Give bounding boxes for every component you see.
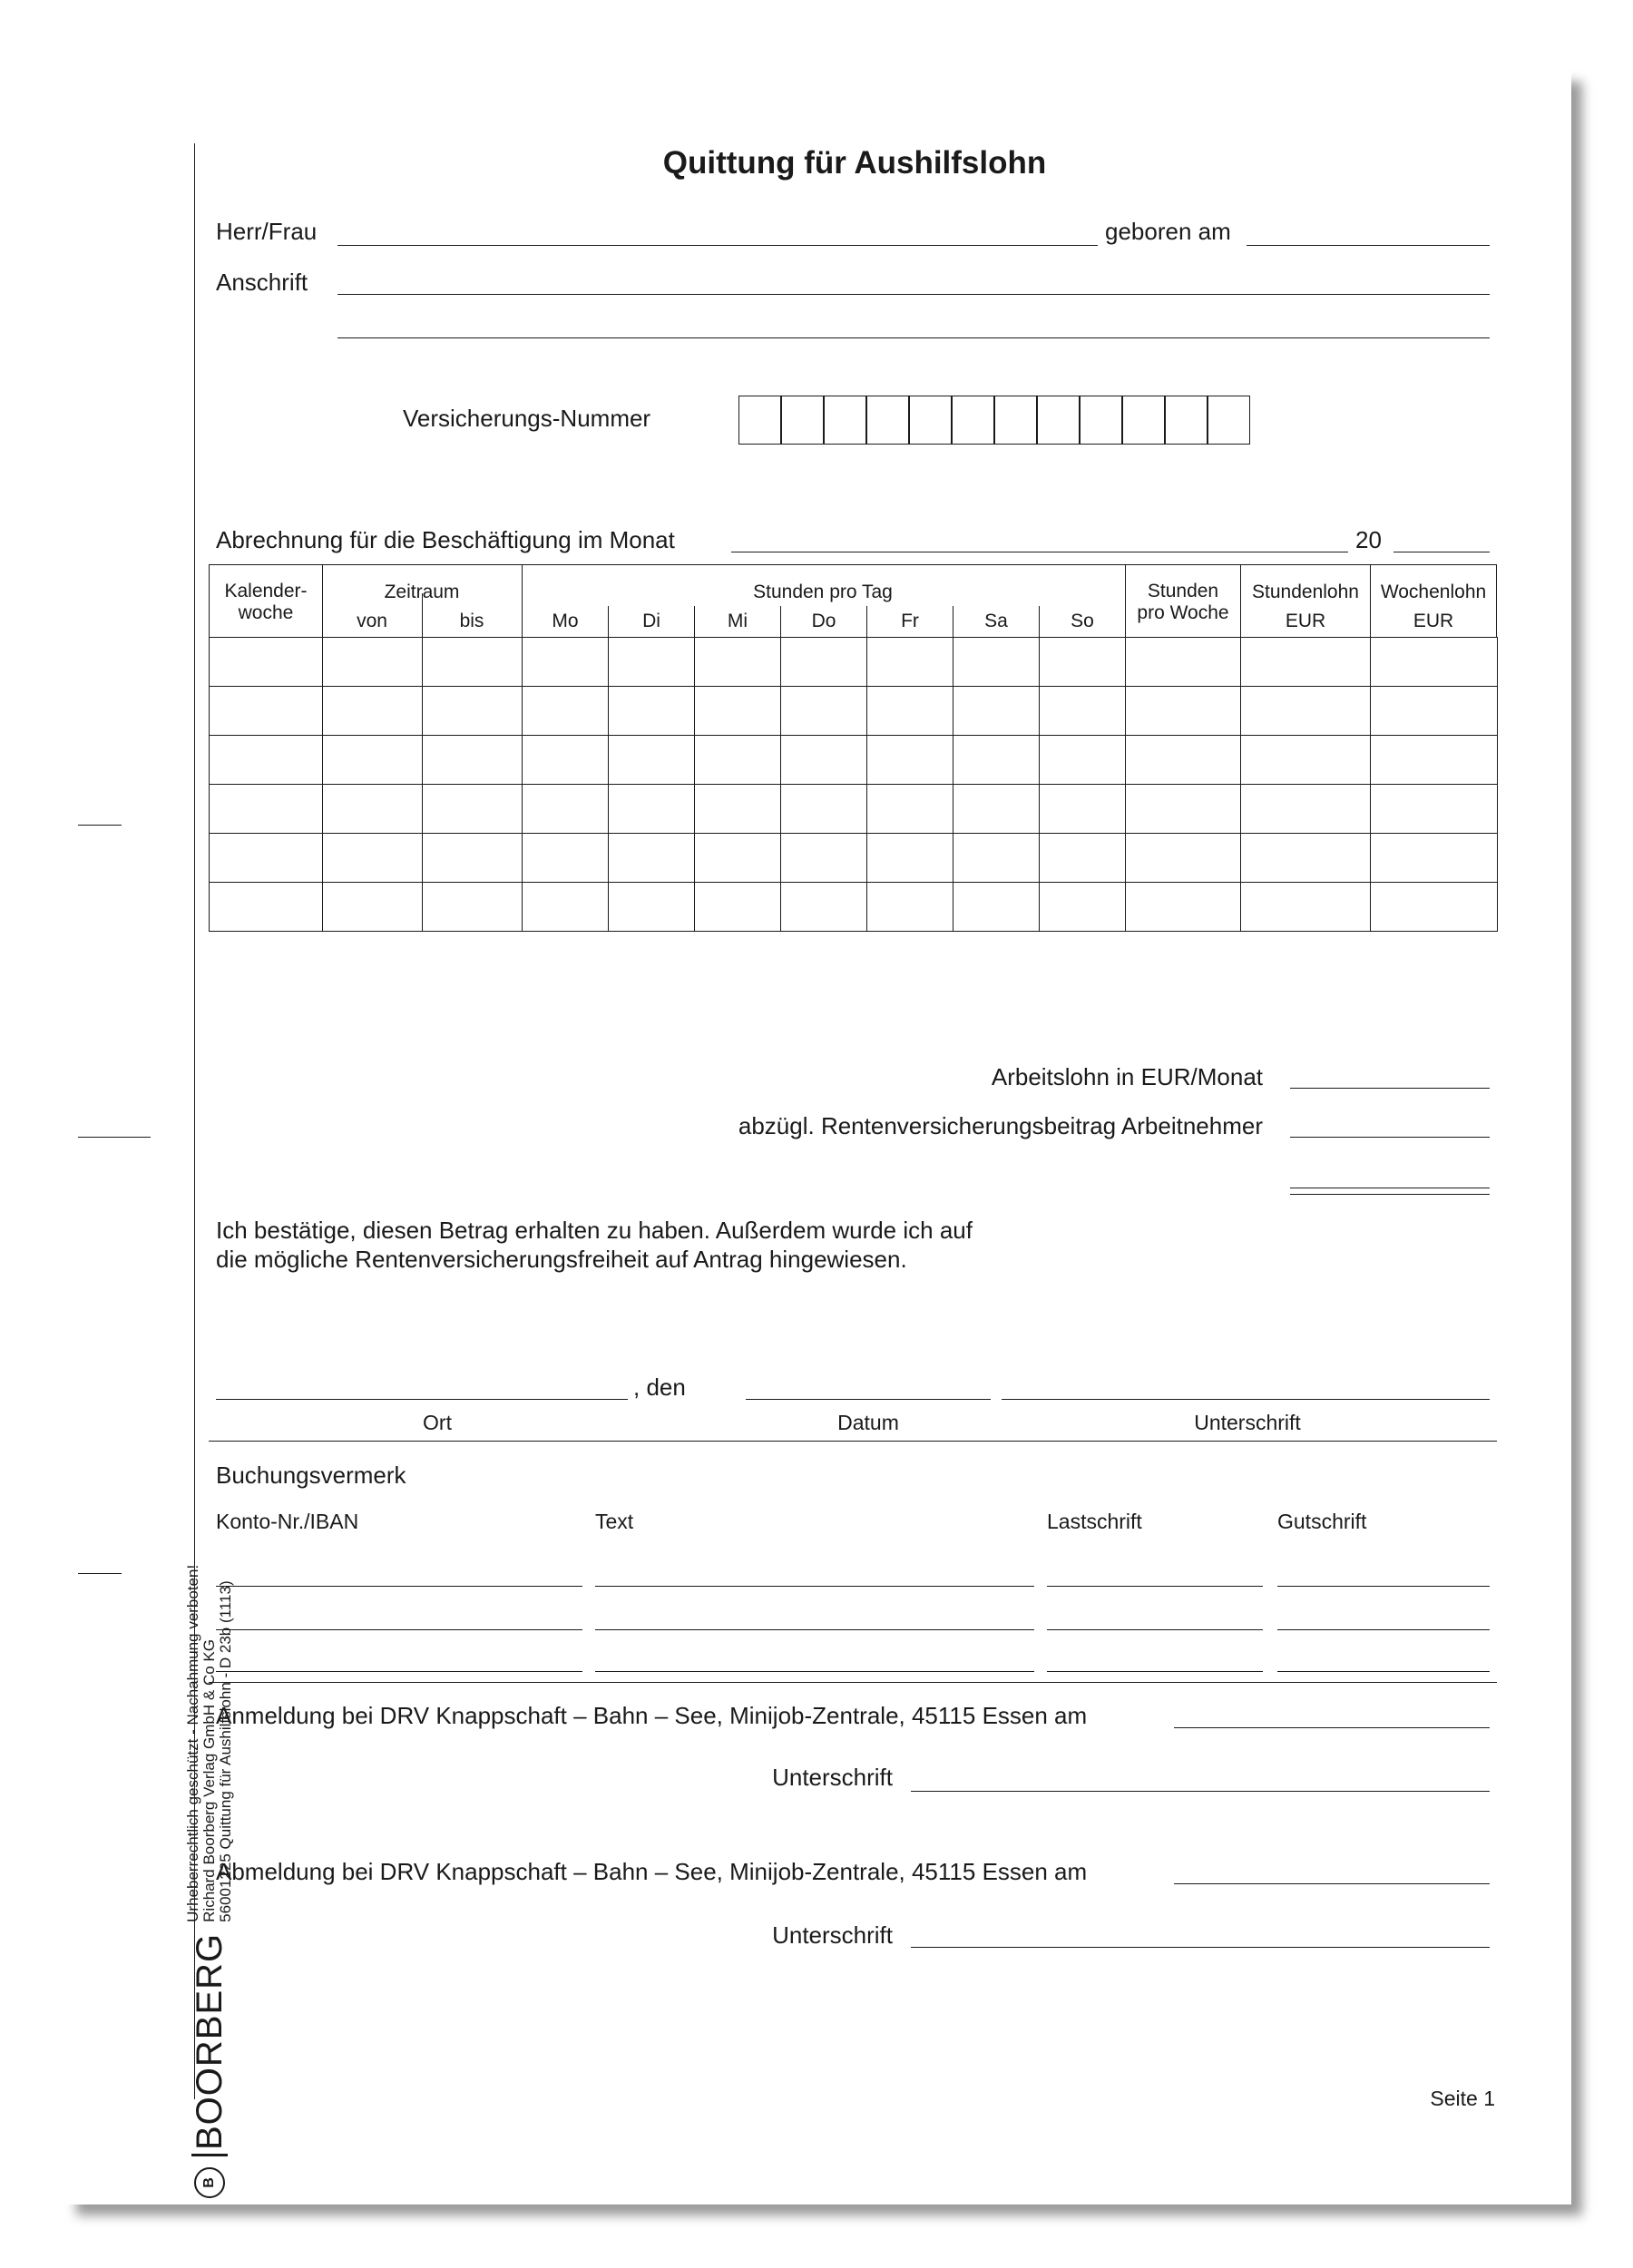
date-field[interactable] xyxy=(746,1399,991,1400)
table-cell[interactable] xyxy=(867,834,953,883)
insurance-digit-box[interactable] xyxy=(738,396,781,445)
table-cell[interactable] xyxy=(1371,736,1498,785)
fold-mark xyxy=(78,825,122,826)
col-day-fr: Fr xyxy=(901,611,919,631)
col-day-di: Di xyxy=(642,611,660,631)
table-cell[interactable] xyxy=(523,687,609,736)
date-caption: Datum xyxy=(837,1411,899,1434)
table-cell[interactable] xyxy=(1126,638,1241,687)
booking-debit-field[interactable] xyxy=(1047,1586,1263,1587)
place-caption: Ort xyxy=(423,1411,452,1434)
birth-date-field[interactable] xyxy=(1247,245,1490,246)
table-cell[interactable] xyxy=(1241,785,1371,834)
imprint-publisher: Richard Boorberg Verlag GmbH & Co KG xyxy=(200,1639,218,1922)
col-hourly-wage: Stundenlohn xyxy=(1252,582,1359,602)
pension-deduction-field[interactable] xyxy=(1290,1137,1490,1138)
booking-credit-field[interactable] xyxy=(1277,1671,1490,1672)
insurance-number-label: Versicherungs-Nummer xyxy=(403,405,651,432)
table-row xyxy=(210,834,1498,883)
header-divider xyxy=(608,606,609,638)
table-cell[interactable] xyxy=(695,883,781,932)
table-cell[interactable] xyxy=(781,834,867,883)
table-cell[interactable] xyxy=(1126,736,1241,785)
insurance-digit-box[interactable] xyxy=(994,396,1037,445)
header-divider xyxy=(1125,564,1126,638)
table-cell[interactable] xyxy=(210,834,323,883)
col-day-mo: Mo xyxy=(552,611,579,631)
table-cell[interactable] xyxy=(695,638,781,687)
deregistration-label: Abmeldung bei DRV Knappschaft – Bahn – See, Minijob-Zentrale, 45115 Essen am xyxy=(216,1858,1088,1885)
table-row xyxy=(210,736,1498,785)
deregistration-signature-label: Unterschrift xyxy=(772,1921,893,1949)
col-day-do: Do xyxy=(811,611,836,631)
registration-label: Anmeldung bei DRV Knappschaft – Bahn – See, Minijob-Zentrale, 45115 Essen am xyxy=(216,1702,1088,1729)
header-divider xyxy=(1370,564,1371,638)
table-cell[interactable] xyxy=(1040,687,1126,736)
table-cell[interactable] xyxy=(781,687,867,736)
table-cell[interactable] xyxy=(423,785,523,834)
fold-mark xyxy=(78,1137,151,1138)
table-cell[interactable] xyxy=(867,736,953,785)
booking-text-field[interactable] xyxy=(595,1671,1034,1672)
table-cell[interactable] xyxy=(781,638,867,687)
table-cell[interactable] xyxy=(695,834,781,883)
section-divider xyxy=(209,1441,1497,1442)
table-cell[interactable] xyxy=(695,785,781,834)
header-divider xyxy=(522,564,523,638)
table-cell[interactable] xyxy=(323,785,423,834)
table-cell[interactable] xyxy=(953,687,1040,736)
table-cell[interactable] xyxy=(695,687,781,736)
table-cell[interactable] xyxy=(523,736,609,785)
booking-account-field[interactable] xyxy=(216,1586,582,1587)
table-cell[interactable] xyxy=(1040,834,1126,883)
table-cell[interactable] xyxy=(953,883,1040,932)
place-field[interactable] xyxy=(216,1399,628,1400)
table-cell[interactable] xyxy=(1241,883,1371,932)
table-cell[interactable] xyxy=(867,638,953,687)
booking-credit-field[interactable] xyxy=(1277,1586,1490,1587)
booking-col-text: Text xyxy=(595,1510,634,1533)
table-cell[interactable] xyxy=(1126,785,1241,834)
table-cell[interactable] xyxy=(781,785,867,834)
table-cell[interactable] xyxy=(953,785,1040,834)
col-day-sa: Sa xyxy=(984,611,1008,631)
table-cell[interactable] xyxy=(423,638,523,687)
registration-date-field[interactable] xyxy=(1174,1727,1490,1728)
table-cell[interactable] xyxy=(1371,687,1498,736)
booking-account-field[interactable] xyxy=(216,1629,582,1630)
deregistration-date-field[interactable] xyxy=(1174,1883,1490,1884)
col-hours-per-week: Stunden pro Woche xyxy=(1137,581,1229,623)
table-cell[interactable] xyxy=(609,736,695,785)
page-number: Seite 1 xyxy=(1430,2087,1495,2110)
table-cell[interactable] xyxy=(1126,687,1241,736)
table-cell[interactable] xyxy=(1241,834,1371,883)
insurance-digit-box[interactable] xyxy=(1165,396,1208,445)
table-cell[interactable] xyxy=(1371,883,1498,932)
header-divider xyxy=(322,564,323,638)
table-cell[interactable] xyxy=(609,883,695,932)
booking-col-debit: Lastschrift xyxy=(1047,1510,1142,1533)
col-calendar-week: Kalender- woche xyxy=(224,581,308,623)
form-page xyxy=(65,71,1571,2204)
table-cell[interactable] xyxy=(781,883,867,932)
hours-table xyxy=(209,637,1498,932)
table-cell[interactable] xyxy=(1126,883,1241,932)
header-divider xyxy=(780,606,781,638)
table-cell[interactable] xyxy=(1040,638,1126,687)
signature-field[interactable] xyxy=(1002,1399,1490,1400)
confirmation-text-line-1: Ich bestätige, diesen Betrag erhalten zu haben. Außerdem wurde ich auf xyxy=(216,1217,973,1244)
insurance-digit-box[interactable] xyxy=(909,396,952,445)
table-cell[interactable] xyxy=(523,834,609,883)
table-cell[interactable] xyxy=(1371,834,1498,883)
table-cell[interactable] xyxy=(323,736,423,785)
table-cell[interactable] xyxy=(867,687,953,736)
table-cell[interactable] xyxy=(210,785,323,834)
monthly-wage-field[interactable] xyxy=(1290,1088,1490,1089)
table-cell[interactable] xyxy=(210,687,323,736)
booking-credit-field[interactable] xyxy=(1277,1629,1490,1630)
birth-label: geboren am xyxy=(1105,218,1231,245)
table-cell[interactable] xyxy=(523,785,609,834)
table-cell[interactable] xyxy=(609,834,695,883)
table-cell[interactable] xyxy=(323,638,423,687)
table-cell[interactable] xyxy=(1371,638,1498,687)
col-period-from: von xyxy=(357,611,387,631)
table-cell[interactable] xyxy=(1371,785,1498,834)
table-cell[interactable] xyxy=(1040,736,1126,785)
insurance-digit-box[interactable] xyxy=(1080,396,1122,445)
confirmation-text-line-2: die mögliche Rentenversicherungsfreiheit auf Antrag hingewiesen. xyxy=(216,1246,907,1273)
table-cell[interactable] xyxy=(210,883,323,932)
table-row xyxy=(210,883,1498,932)
table-cell[interactable] xyxy=(210,638,323,687)
insurance-digit-box[interactable] xyxy=(781,396,824,445)
col-day-so: So xyxy=(1071,611,1094,631)
deregistration-signature-field[interactable] xyxy=(911,1947,1490,1948)
table-cell[interactable] xyxy=(210,736,323,785)
booking-title: Buchungsvermerk xyxy=(216,1461,406,1489)
boorberg-logo-icon: B xyxy=(194,2167,225,2198)
table-cell[interactable] xyxy=(423,834,523,883)
table-cell[interactable] xyxy=(423,736,523,785)
table-cell[interactable] xyxy=(1241,687,1371,736)
billing-year-prefix: 20 xyxy=(1355,526,1382,553)
table-cell[interactable] xyxy=(695,736,781,785)
booking-text-field[interactable] xyxy=(595,1629,1034,1630)
pension-deduction-label: abzügl. Rentenversicherungsbeitrag Arbeitnehmer xyxy=(738,1112,1263,1139)
col-weekly-wage-currency: EUR xyxy=(1413,611,1454,631)
table-cell[interactable] xyxy=(1040,785,1126,834)
address-label: Anschrift xyxy=(216,269,308,296)
billing-month-label: Abrechnung für die Beschäftigung im Monat xyxy=(216,526,675,553)
address-field-2[interactable] xyxy=(337,337,1490,338)
col-weekly-wage: Wochenlohn xyxy=(1380,582,1487,602)
table-cell[interactable] xyxy=(323,834,423,883)
insurance-digit-box[interactable] xyxy=(1208,396,1250,445)
table-cell[interactable] xyxy=(609,687,695,736)
name-label: Herr/Frau xyxy=(216,218,318,245)
table-cell[interactable] xyxy=(323,687,423,736)
insurance-digit-box[interactable] xyxy=(824,396,866,445)
table-row xyxy=(210,687,1498,736)
monthly-wage-label: Arbeitslohn in EUR/Monat xyxy=(991,1063,1263,1090)
table-cell[interactable] xyxy=(423,883,523,932)
booking-debit-field[interactable] xyxy=(1047,1629,1263,1630)
table-cell[interactable] xyxy=(1241,638,1371,687)
header-divider xyxy=(866,606,867,638)
header-divider xyxy=(1039,606,1040,638)
header-divider xyxy=(1240,564,1241,638)
insurance-digit-box[interactable] xyxy=(1037,396,1080,445)
booking-debit-field[interactable] xyxy=(1047,1671,1263,1672)
date-separator-label: , den xyxy=(633,1374,686,1401)
table-cell[interactable] xyxy=(1241,736,1371,785)
table-cell[interactable] xyxy=(609,785,695,834)
table-cell[interactable] xyxy=(523,883,609,932)
col-period: Zeitraum xyxy=(384,582,460,602)
table-cell[interactable] xyxy=(423,687,523,736)
col-hourly-wage-currency: EUR xyxy=(1285,611,1326,631)
table-cell[interactable] xyxy=(523,638,609,687)
registration-signature-field[interactable] xyxy=(911,1791,1490,1792)
table-row xyxy=(210,638,1498,687)
col-day-mi: Mi xyxy=(727,611,748,631)
table-cell[interactable] xyxy=(1126,834,1241,883)
imprint-copyright: Urheberrechtlich geschützt - Nachahmung verboten! xyxy=(184,1564,201,1922)
fold-mark xyxy=(78,1573,122,1574)
form-title: Quittung für Aushilfslohn xyxy=(662,145,1047,181)
address-field-1[interactable] xyxy=(337,294,1490,295)
imprint-form-number: 56001225 Quittung für Aushilfslohn - D 23b (1113) xyxy=(217,1580,234,1922)
header-divider xyxy=(694,606,695,638)
table-cell[interactable] xyxy=(609,638,695,687)
table-cell[interactable] xyxy=(323,883,423,932)
net-total-double-rule xyxy=(1290,1194,1490,1195)
col-period-to: bis xyxy=(459,611,484,631)
table-cell[interactable] xyxy=(953,638,1040,687)
insurance-digit-box[interactable] xyxy=(1122,396,1165,445)
booking-col-credit: Gutschrift xyxy=(1277,1510,1367,1533)
col-hours-per-day: Stunden pro Tag xyxy=(753,582,893,602)
table-cell[interactable] xyxy=(867,785,953,834)
booking-account-field[interactable] xyxy=(216,1671,582,1672)
table-cell[interactable] xyxy=(953,736,1040,785)
booking-text-field[interactable] xyxy=(595,1586,1034,1587)
insurance-digit-box[interactable] xyxy=(866,396,909,445)
section-divider xyxy=(209,1682,1497,1683)
table-cell[interactable] xyxy=(781,736,867,785)
table-cell[interactable] xyxy=(953,834,1040,883)
signature-caption: Unterschrift xyxy=(1194,1411,1301,1434)
publisher-brand: BOORBERG xyxy=(191,1933,228,2156)
booking-col-account: Konto-Nr./IBAN xyxy=(216,1510,359,1533)
table-cell[interactable] xyxy=(867,883,953,932)
insurance-digit-box[interactable] xyxy=(952,396,994,445)
table-cell[interactable] xyxy=(1040,883,1126,932)
table-row xyxy=(210,785,1498,834)
registration-signature-label: Unterschrift xyxy=(772,1764,893,1791)
name-field[interactable] xyxy=(337,245,1098,246)
